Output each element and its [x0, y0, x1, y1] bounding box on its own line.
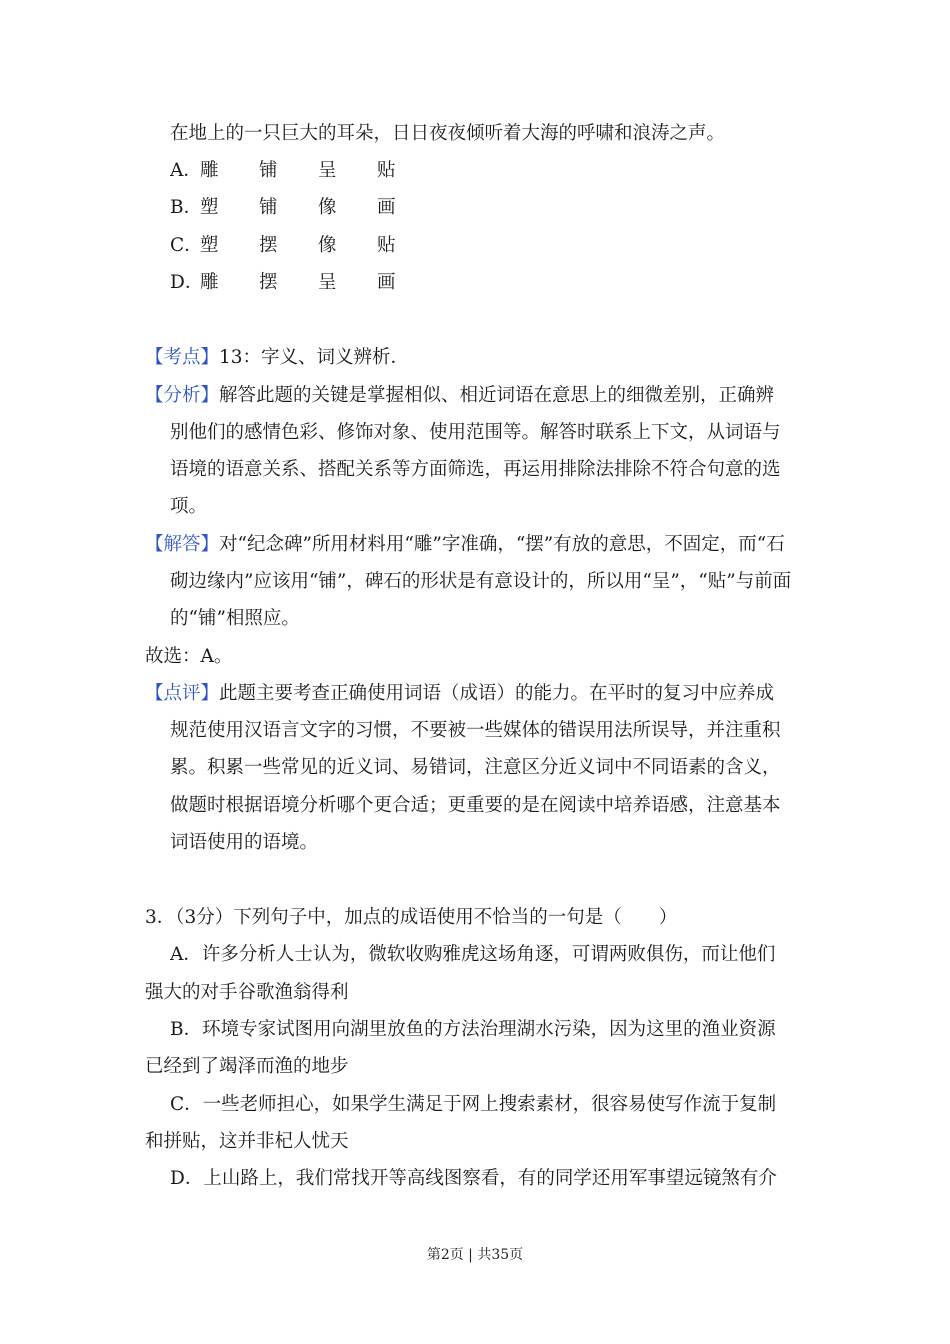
option-word: 雕: [200, 272, 219, 293]
jieda-line: 的“铺”相照应。: [170, 608, 300, 629]
question3-stem: 3．（3分）下列句子中，加点的成语使用不恰当的一句是（ ）: [145, 907, 678, 928]
intro-line: 在地上的一只巨大的耳朵，日日夜夜倾听着大海的呼啸和浪涛之声。: [170, 123, 726, 144]
option-word: 像: [318, 235, 337, 256]
fenxi-line: 解答此题的关键是掌握相似、相近词语在意思上的细微差别，正确辨: [219, 385, 775, 406]
kaodian-section: [145, 345, 409, 371]
option-letter: B．: [170, 197, 203, 218]
option-word: 铺: [259, 197, 278, 218]
kaodian-tag: 【考点】: [145, 347, 220, 368]
q3-option-a: A．许多分析人士认为，微软收购雅虎这场角逐，可谓两败俱伤，而让他们: [170, 944, 776, 965]
dianping-line: 做题时根据语境分析哪个更合适；更重要的是在阅读中培养语感，注意基本: [170, 795, 781, 816]
page-footer: 第2页 | 共35页: [426, 1247, 524, 1263]
q3-option-c: C．一些老师担心，如果学生满足于网上搜索素材，很容易使写作流于复制: [170, 1094, 777, 1115]
dianping-tag: 【点评】: [145, 683, 220, 704]
jieda-section: [145, 532, 785, 558]
dianping-line: 规范使用汉语言文字的习惯，不要被一些媒体的错误用法所误导，并注重积: [170, 720, 781, 741]
jieda-line: 砌边缘内”应该用“铺”，碑石的形状是有意设计的，所以用“呈”，“贴”与前面: [170, 571, 792, 592]
option-word: 雕: [200, 160, 219, 181]
answer-line: 故选：A。: [145, 646, 233, 667]
option-word: 画: [377, 272, 396, 293]
dianping-line: 词语使用的语境。: [170, 832, 319, 853]
option-word: 铺: [259, 160, 278, 181]
option-c: [170, 233, 436, 259]
option-word: 呈: [318, 272, 337, 293]
option-b: [170, 195, 436, 221]
kaodian-text: 13：字义、词义辨析．: [219, 347, 410, 368]
fenxi-line: 项。: [170, 496, 208, 517]
jieda-tag: 【解答】: [145, 534, 220, 555]
fenxi-section: [145, 383, 774, 409]
option-word: 像: [318, 197, 337, 218]
q3-option-b: B．环境专家试图用向湖里放鱼的方法治理湖水污染，因为这里的渔业资源: [170, 1019, 776, 1040]
dianping-section: [145, 681, 774, 707]
option-word: 塑: [200, 197, 219, 218]
dianping-line: 累。积累一些常见的近义词、易错词，注意区分近义词中不同语素的含义，: [170, 757, 781, 778]
option-a: [170, 158, 436, 184]
q3-option-c-cont: 和拼贴，这并非杞人忧天: [145, 1131, 349, 1152]
q3-option-a-cont: 强大的对手谷歌渔翁得利: [145, 982, 349, 1003]
option-letter: D．: [170, 272, 204, 293]
q3-option-d: D．上山路上，我们常找开等高线图察看，有的同学还用军事望远镜煞有介: [170, 1168, 777, 1189]
option-word: 摆: [259, 235, 278, 256]
option-word: 贴: [377, 160, 396, 181]
option-letter: A．: [170, 160, 202, 181]
fenxi-line: 语境的语意关系、搭配关系等方面筛选，再运用排除法排除不符合句意的选: [170, 459, 781, 480]
option-word: 画: [377, 197, 396, 218]
option-word: 摆: [259, 272, 278, 293]
fenxi-line: 别他们的感情色彩、修饰对象、使用范围等。解答时联系上下文，从词语与: [170, 422, 781, 443]
option-d: [170, 270, 436, 296]
q3-option-b-cont: 已经到了竭泽而渔的地步: [145, 1056, 349, 1077]
fenxi-tag: 【分析】: [145, 385, 220, 406]
jieda-line: 对“纪念碑”所用材料用“雕”字准确，“摆”有放的意思，不固定，而“石: [219, 534, 785, 555]
option-word: 塑: [200, 235, 219, 256]
option-letter: C．: [170, 235, 203, 256]
dianping-line: 此题主要考查正确使用词语（成语）的能力。在平时的复习中应养成: [219, 683, 775, 704]
option-word: 呈: [318, 160, 337, 181]
option-word: 贴: [377, 235, 396, 256]
